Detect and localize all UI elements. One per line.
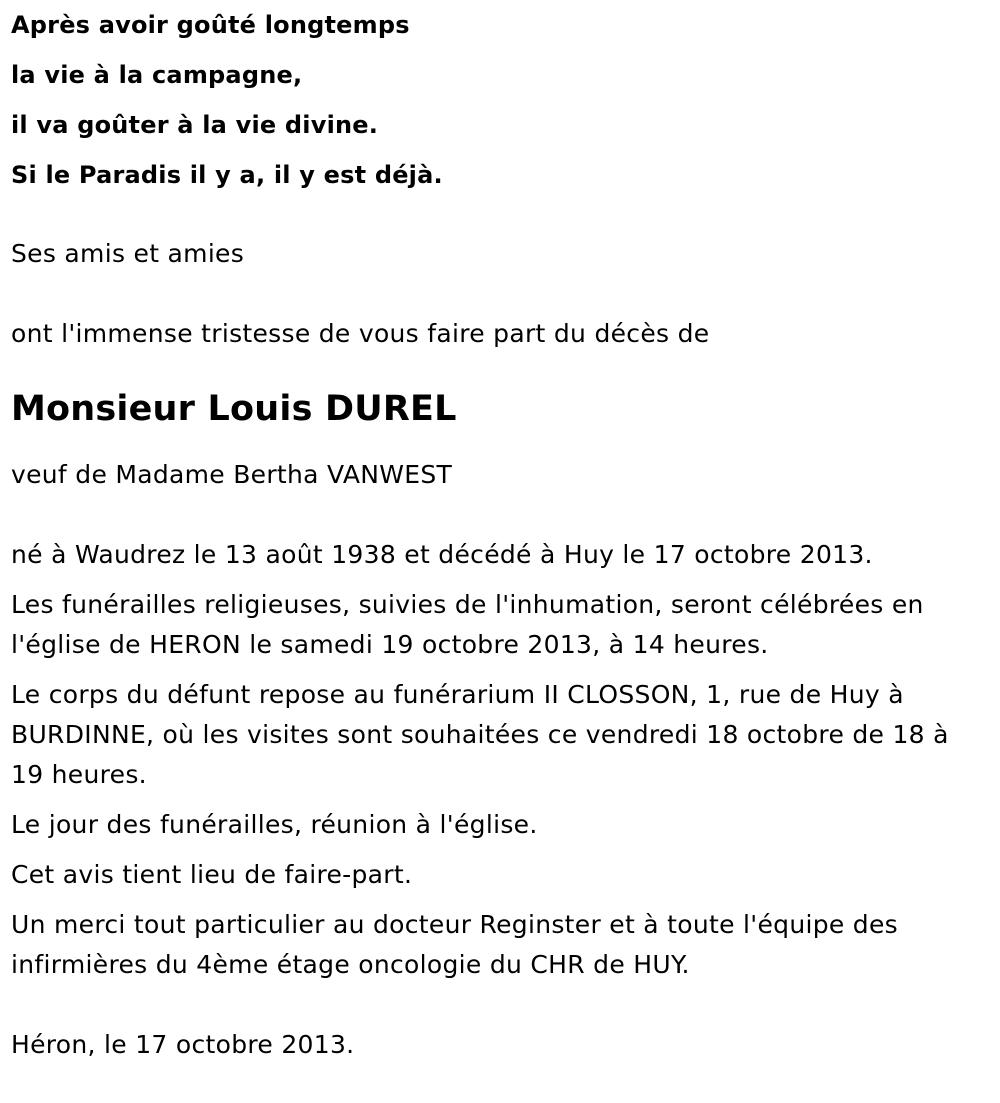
place-date: Héron, le 17 octobre 2013. <box>11 1030 355 1059</box>
thanks-text: Un merci tout particulier au docteur Reginster et à toute l'équipe des infirmières du 4ème étage oncologie du CHR de HUY. <box>11 910 898 979</box>
deceased-name: Monsieur Louis DUREL <box>11 389 457 429</box>
obituary-notice <box>11 0 986 1065</box>
poem-line-4: Si le Paradis il y a, il y est déjà. <box>11 161 443 189</box>
birth-death: né à Waudrez le 13 août 1938 et décédé à Huy le 17 octobre 2013. <box>11 540 873 569</box>
repose-details: Le corps du défunt repose au funérarium II CLOSSON, 1, rue de Huy à BURDINNE, où les visites sont souhaitées ce vendredi 18 octobre de 18 à 19 heures. <box>11 680 949 789</box>
poem-line-2: la vie à la campagne, <box>11 61 303 89</box>
widower-of: veuf de Madame Bertha VANWEST <box>11 460 453 489</box>
meeting-details: Le jour des funérailles, réunion à l'église. <box>11 810 538 839</box>
poem <box>11 0 986 200</box>
funeral-details: Les funérailles religieuses, suivies de l'inhumation, seront célébrées en l'église de HERON le samedi 19 octobre 2013, à 14 heures. <box>11 590 924 659</box>
poem-line-1: Après avoir goûté longtemps <box>11 11 410 39</box>
poem-line-3: il va goûter à la vie divine. <box>11 111 379 139</box>
notice-text: Cet avis tient lieu de faire-part. <box>11 860 413 889</box>
announcement-intro: ont l'immense tristesse de vous faire part du décès de <box>11 319 710 348</box>
announcers: Ses amis et amies <box>11 239 245 268</box>
